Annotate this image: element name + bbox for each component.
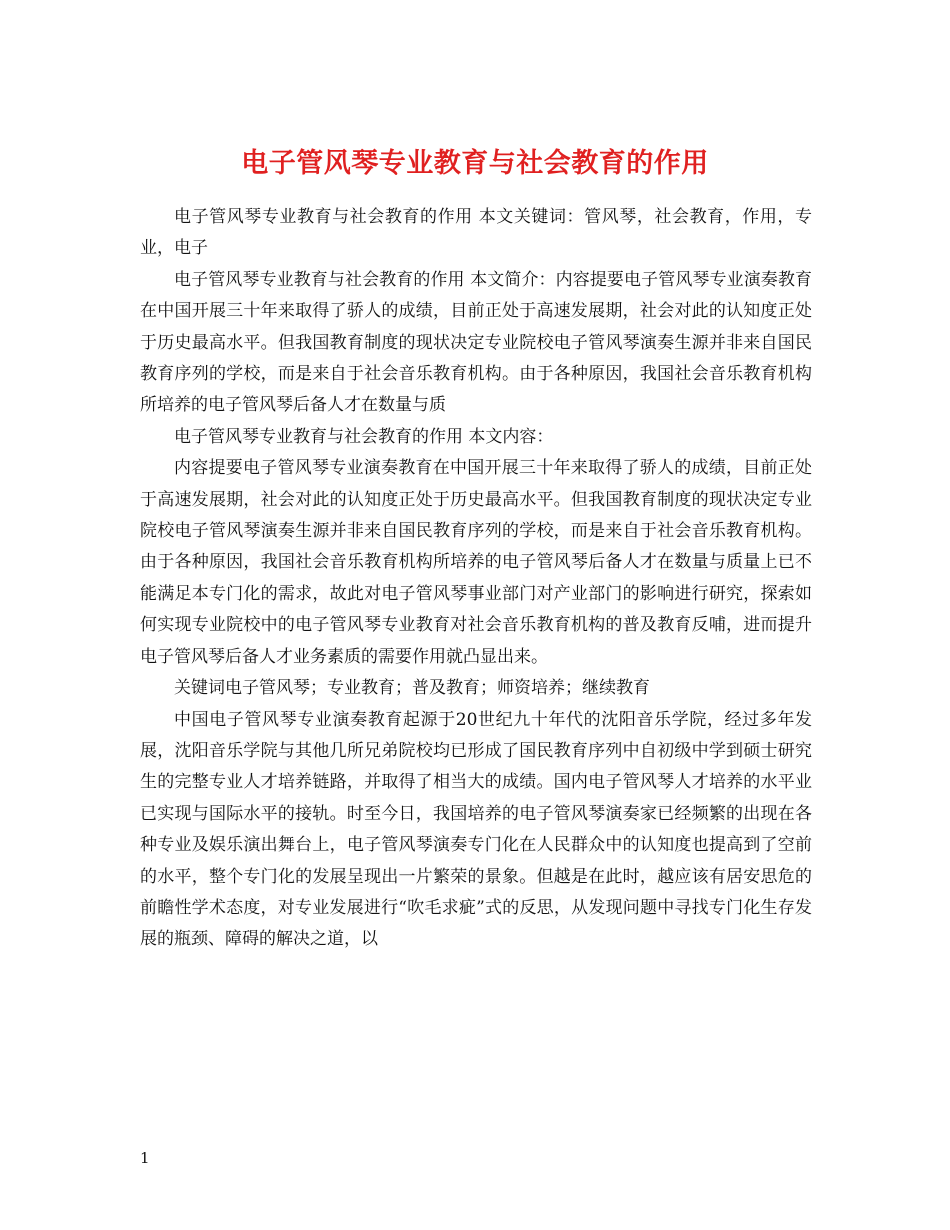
paragraph-keywords-intro: 电子管风琴专业教育与社会教育的作用 本文关键词：管风琴，社会教育，作用，专业，电子 bbox=[140, 207, 812, 259]
document-body bbox=[140, 202, 812, 956]
page-number: 1 bbox=[140, 1149, 150, 1167]
paragraph-summary: 电子管风琴专业教育与社会教育的作用 本文简介：内容提要电子管风琴专业演奏教育在中国开展三十年来取得了骄人的成绩，目前正处于高速发展期，社会对此的认知度正处于历史最高水平。但我国教育制度的现状决定专业院校电子管风琴演奏生源并非来自国民教育序列的学校，而是来自于社会音乐教育机构。由于各种原因，我国社会音乐教育机构所培养的电子管风琴后备人才在数量与质 bbox=[140, 269, 812, 416]
paragraph-keywords: 关键词电子管风琴；专业教育；普及教育；师资培养；继续教育 bbox=[174, 678, 650, 699]
paragraph-main: 中国电子管风琴专业演奏教育起源于20世纪九十年代的沈阳音乐学院，经过多年发展，沈阳音乐学院与其他几所兄弟院校均已形成了国民教育序列中自初级中学到硕士研究生的完整专业人才培养链路，并取得了相当大的成绩。国内电子管风琴人才培养的水平业已实现与国际水平的接轨。时至今日，我国培养的电子管风琴演奏家已经频繁的出现在各种专业及娱乐演出舞台上，电子管风琴演奏专门化在人民群众中的认知度也提高到了空前的水平，整个专门化的发展呈现出一片繁荣的景象。但越是在此时，越应该有居安思危的前瞻性学术态度，对专业发展进行“吹毛求疵”式的反思，从发现问题中寻找专门化生存发展的瓶颈、障碍的解决之道，以 bbox=[140, 709, 812, 950]
document-title: 电子管风琴专业教育与社会教育的作用 bbox=[241, 148, 709, 180]
paragraph-content-heading: 电子管风琴专业教育与社会教育的作用 本文内容： bbox=[174, 426, 554, 447]
paragraph-abstract: 内容提要电子管风琴专业演奏教育在中国开展三十年来取得了骄人的成绩，目前正处于高速发展期，社会对此的认知度正处于历史最高水平。但我国教育制度的现状决定专业院校电子管风琴演奏生源并非来自国民教育序列的学校，而是来自于社会音乐教育机构。由于各种原因，我国社会音乐教育机构所培养的电子管风琴后备人才在数量与质量上已不能满足本专门化的需求，故此对电子管风琴事业部门对产业部门的影响进行研究，探索如何实现专业院校中的电子管风琴专业教育对社会音乐教育机构的普及教育反哺，进而提升电子管风琴后备人才业务素质的需要作用就凸显出来。 bbox=[140, 458, 812, 667]
